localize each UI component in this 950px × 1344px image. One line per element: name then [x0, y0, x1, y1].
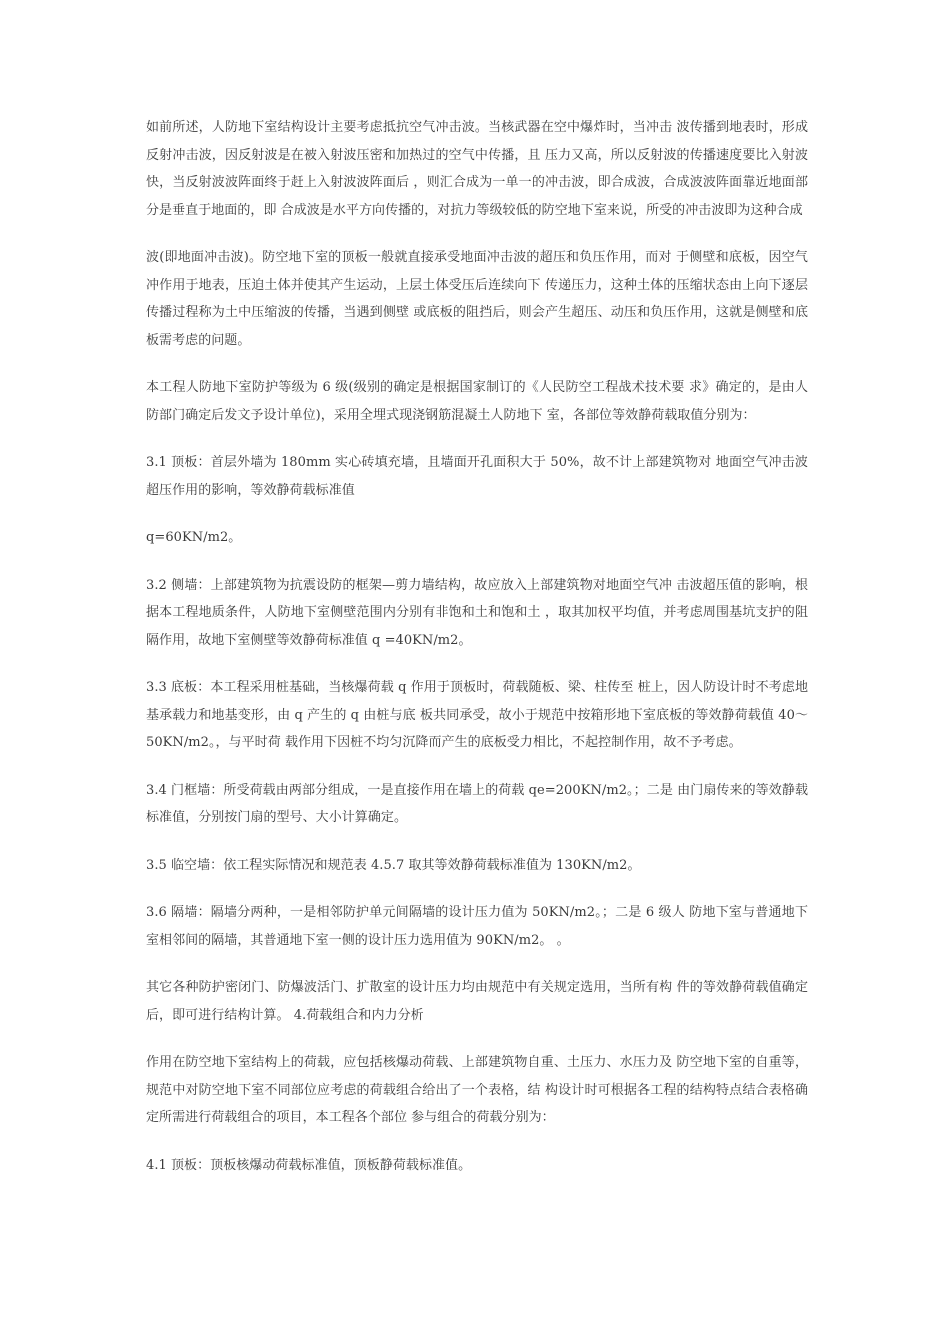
paragraph-4-1-roof-slab: 4.1 顶板：顶板核爆动荷载标准值，顶板静荷载标准值。	[146, 1157, 472, 1173]
paragraph-roof-load-value: q=60KN/m2。	[146, 530, 242, 545]
paragraph-intro-shock-wave: 如前所述，人防地下室结构设计主要考虑抵抗空气冲击波。当核武器在空中爆炸时，当冲击 波传播到地表时，形成反射冲击波，因反射波是在被入射波压密和加热过的空气中传播，且 压力又高，所以反射波的传播速度要比入射波快，当反射波波阵面终于赶上入射波波阵面后 ，则汇合成为一单一的冲击波，即合成波，合成波波阵面靠近地面部分是垂直于地面的，即 合成波是水平方向传播的，对抗力等级较低的防空地下室来说，所受的冲击波即为这种合成	[146, 120, 808, 218]
paragraph-3-6-partition-wall: 3.6 隔墙：隔墙分两种，一是相邻防护单元间隔墙的设计压力值为 50KN/m2。；二是 6 级人 防地下室与普通地下室相邻间的隔墙，其普通地下室一侧的设计压力选用值为 90KN/m2。 。	[146, 905, 808, 948]
paragraph-load-combination: 作用在防空地下室结构上的荷载，应包括核爆动荷载、上部建筑物自重、土压力、水压力及 防空地下室的自重等，规范中对防空地下室不同部位应考虑的荷载组合给出了一个表格，结 构设计时可根据各工程的结构特点结合表格确定所需进行荷载组合的项目，本工程各个部位 参与组合的荷载分别为：	[146, 1055, 808, 1125]
paragraph-ground-shock-wave: 波(即地面冲击波)。防空地下室的顶板一般就直接承受地面冲击波的超压和负压作用，而对 于侧壁和底板，因空气冲作用于地表，压迫土体并使其产生运动，上层土体受压后连续向下 传递压力，这种土体的压缩状态由上向下逐层传播过程称为土中压缩波的传播，当遇到侧壁 或底板的阻挡后，则会产生超压、动压和负压作用，这就是侧壁和底板需考虑的问题。	[146, 250, 808, 348]
paragraph-3-1-roof-slab: 3.1 顶板：首层外墙为 180mm 实心砖填充墙，且墙面开孔面积大于 50%，故不计上部建筑物对 地面空气冲击波超压作用的影响，等效静荷载标准值	[146, 455, 808, 498]
paragraph-3-2-side-wall: 3.2 侧墙：上部建筑物为抗震设防的框架—剪力墙结构，故应放入上部建筑物对地面空气冲 击波超压值的影响，根据本工程地质条件，人防地下室侧壁范围内分别有非饱和土和饱和土 ，取其加权平均值，并考虑周围基坑支护的阻隔作用，故地下室侧壁等效静荷标准值 q =40KN/m2。	[146, 577, 808, 648]
paragraph-other-doors-section-4: 其它各种防护密闭门、防爆波活门、扩散室的设计压力均由规范中有关规定选用，当所有构 件的等效静荷载值确定后，即可进行结构计算。 4.荷载组合和内力分析	[146, 980, 808, 1023]
document-body	[146, 114, 808, 1199]
paragraph-3-3-base-slab: 3.3 底板：本工程采用桩基础，当核爆荷载 q 作用于顶板时，荷载随板、梁、柱传至 桩上，因人防设计时不考虑地基承载力和地基变形，由 q 产生的 q 由桩与底 板共同承受，故小于规范中按箱形地下室底板的等效静荷载值 40～50KN/m2。，与平时荷 载作用下因桩不均匀沉降而产生的底板受力相比，不起控制作用，故不予考虑。	[146, 680, 808, 750]
paragraph-3-4-door-frame-wall: 3.4 门框墙：所受荷载由两部分组成，一是直接作用在墙上的荷载 qe=200KN/m2。；二是 由门扇传来的等效静载标准值，分别按门扇的型号、大小计算确定。	[146, 782, 808, 825]
paragraph-3-5-exposed-wall: 3.5 临空墙：依工程实际情况和规范表 4.5.7 取其等效静荷载标准值为 130KN/m2。	[146, 857, 641, 873]
paragraph-protection-level: 本工程人防地下室防护等级为 6 级(级别的确定是根据国家制订的《人民防空工程战术技术要 求》确定的，是由人防部门确定后发文予设计单位)，采用全埋式现浇钢筋混凝土人防地下 室，各部位等效静荷载取值分别为：	[146, 380, 808, 423]
